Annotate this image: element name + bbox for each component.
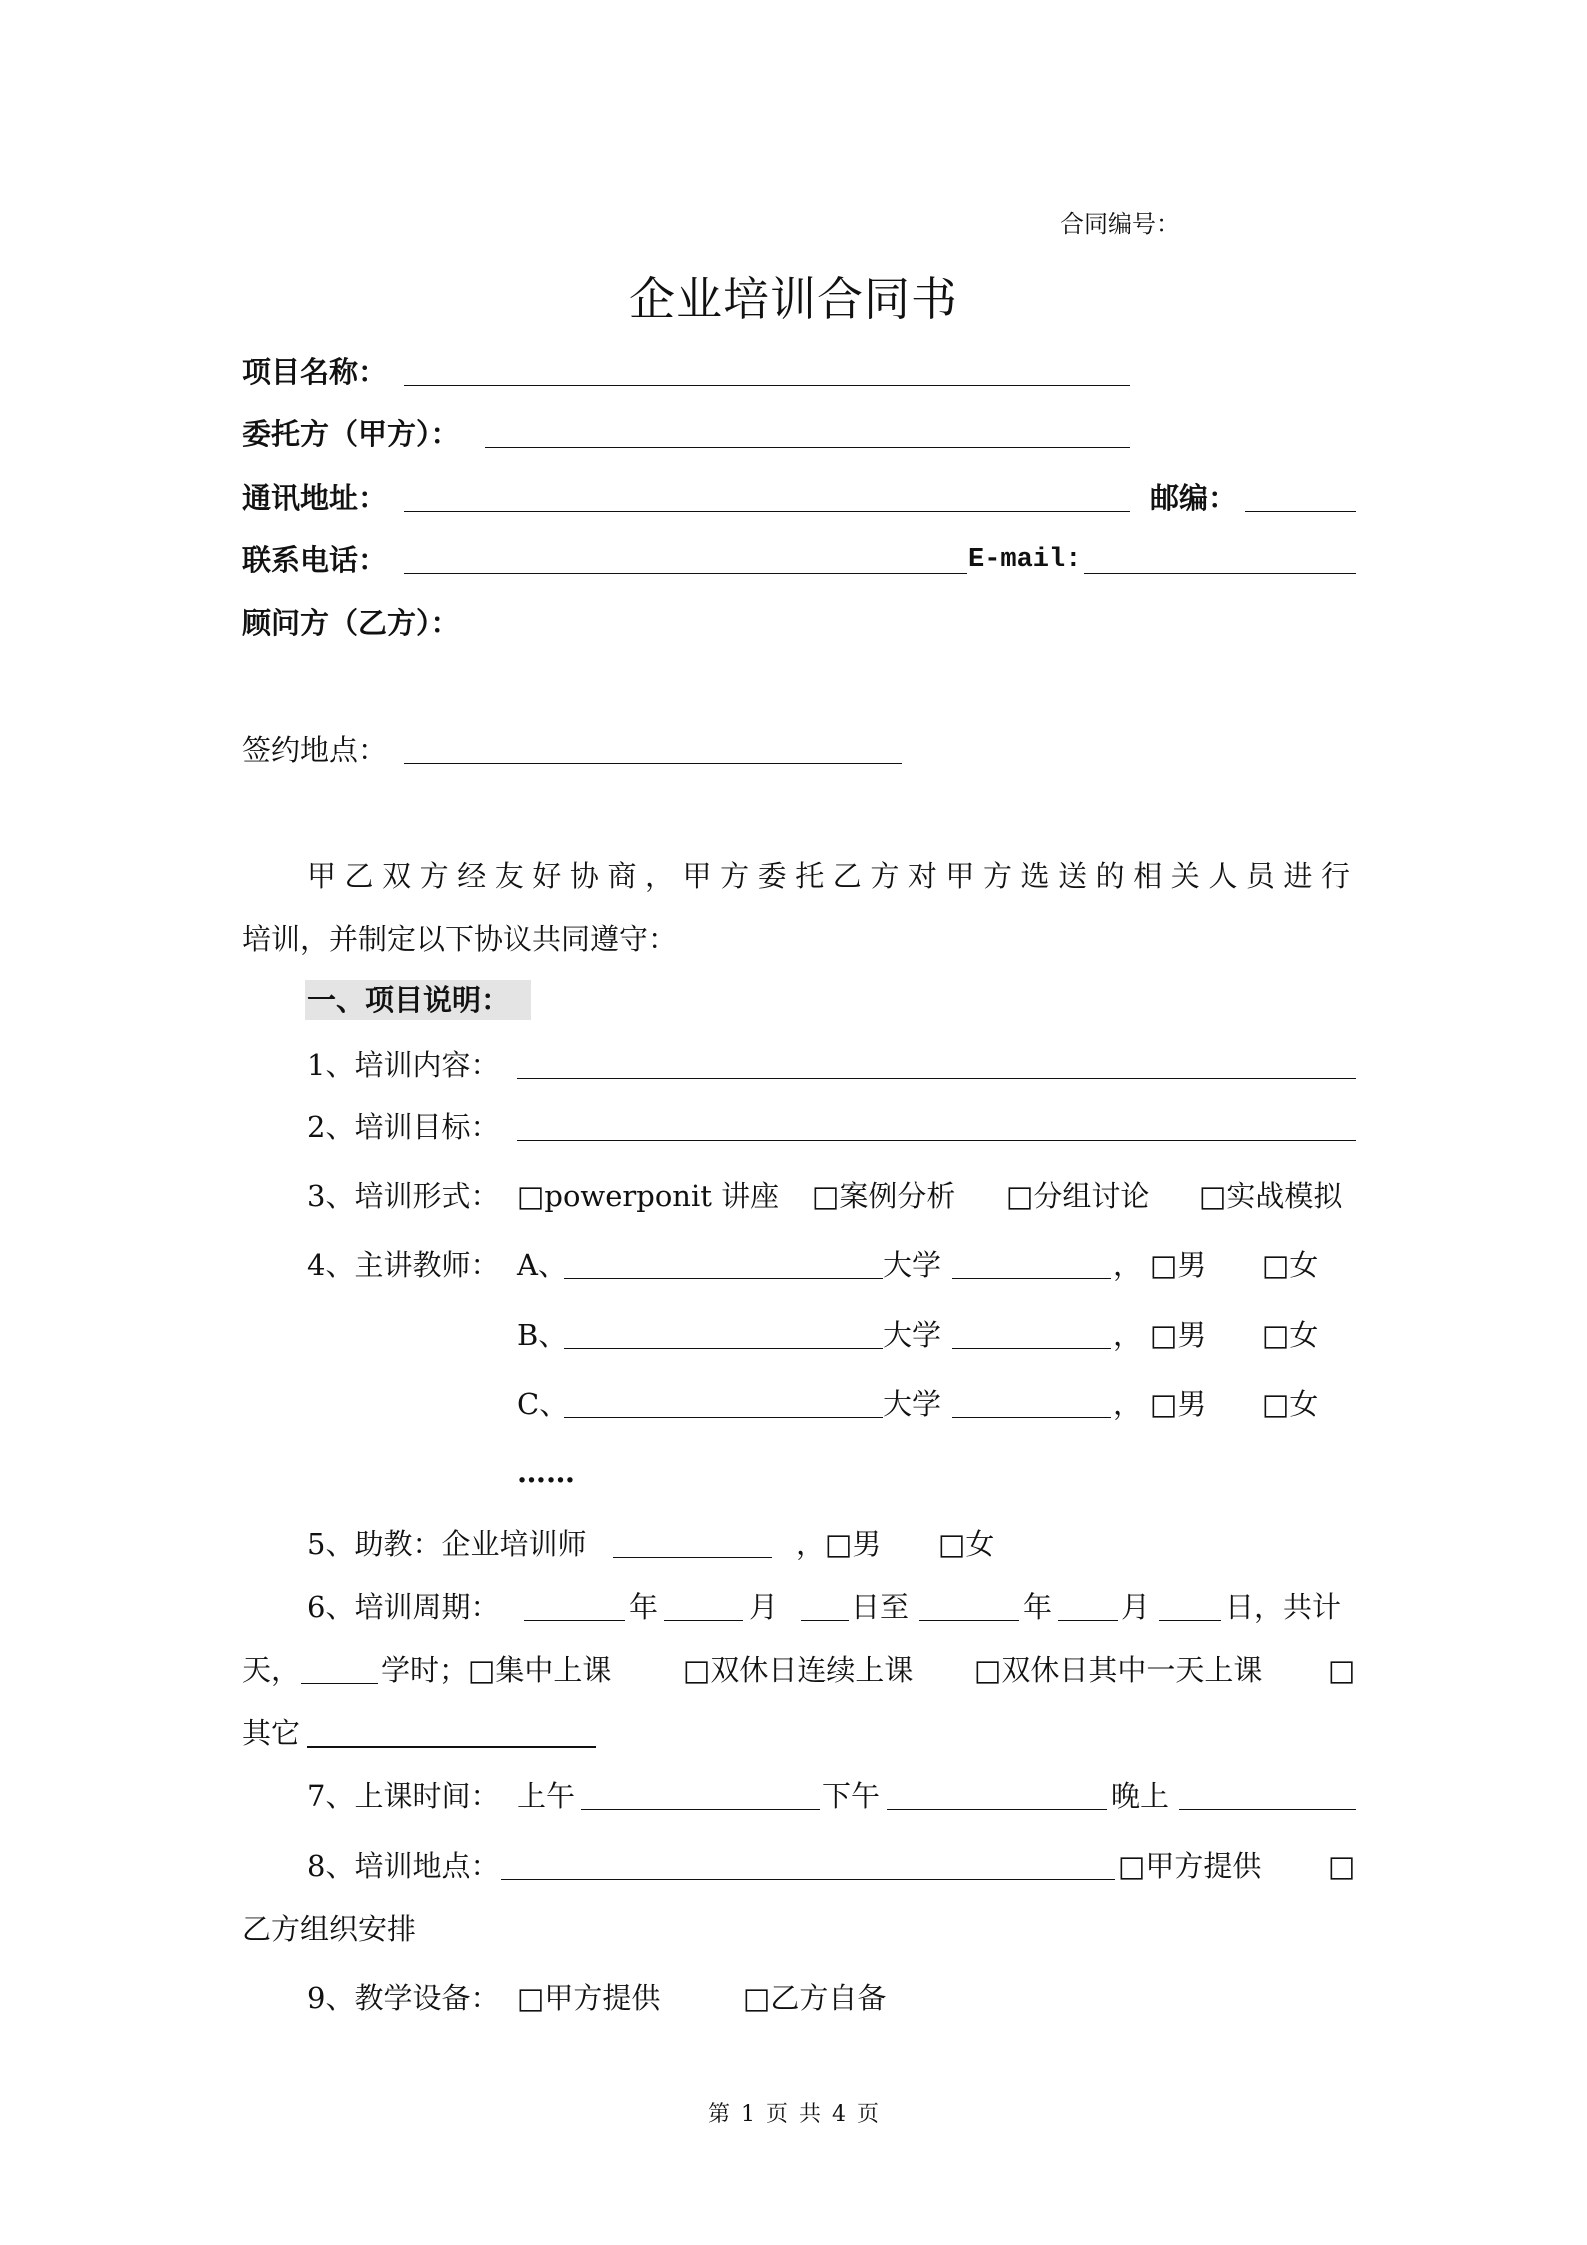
teacher-a-university-label: 大学 — [883, 1248, 942, 1282]
teacher-a-name-blank — [564, 1245, 883, 1279]
teacher-c-female-option: □女 — [1262, 1387, 1319, 1421]
teacher-b-separator: ， — [1113, 1318, 1143, 1352]
teacher-b-university-label: 大学 — [883, 1318, 942, 1352]
hours-blank — [301, 1650, 378, 1684]
teacher-c-university-blank — [952, 1384, 1111, 1418]
email-blank — [1084, 540, 1356, 574]
equipment-option-party-a: □甲方提供 — [517, 1981, 661, 2015]
training-content-label: 1、培训内容： — [307, 1048, 500, 1082]
assistant-male-option: □男 — [825, 1527, 882, 1561]
teacher-c-separator: ， — [1113, 1387, 1143, 1421]
morning-blank — [581, 1776, 820, 1810]
section-1-heading: 一、项目说明： — [305, 980, 531, 1020]
client-blank — [485, 414, 1130, 448]
days-unit: 天， — [242, 1653, 301, 1687]
end-year-blank — [919, 1587, 1019, 1621]
training-location-blank — [501, 1846, 1115, 1880]
address-blank — [404, 478, 1130, 512]
start-year-blank — [524, 1587, 625, 1621]
intro-line-1: 甲乙双方经友好协商，甲方委托乙方对甲方选送的相关人员进行 — [307, 859, 1356, 893]
class-time-label: 7、上课时间： — [307, 1779, 500, 1813]
evening-label: 晚上 — [1111, 1779, 1170, 1813]
email-label: E-mail: — [968, 545, 1082, 575]
schedule-option-intensive: □集中上课 — [468, 1653, 612, 1687]
end-day-unit: 日，共计 — [1225, 1590, 1342, 1624]
signing-place-label: 签约地点： — [242, 733, 388, 767]
training-format-label: 3、培训形式： — [307, 1179, 500, 1213]
teacher-a-female-option: □女 — [1262, 1248, 1319, 1282]
address-label: 通讯地址： — [242, 481, 388, 515]
postcode-label: 邮编： — [1150, 481, 1238, 515]
end-month-blank — [1058, 1587, 1118, 1621]
project-name-blank — [404, 352, 1130, 386]
teacher-b-female-option: □女 — [1262, 1318, 1319, 1352]
afternoon-label: 下午 — [822, 1779, 881, 1813]
assistant-separator: ， — [796, 1527, 826, 1561]
evening-blank — [1179, 1776, 1356, 1810]
schedule-option-weekends-consecutive: □双休日连续上课 — [683, 1653, 914, 1687]
start-day-blank — [801, 1587, 849, 1621]
teacher-b-male-option: □男 — [1150, 1318, 1207, 1352]
teacher-a-separator: ， — [1113, 1248, 1143, 1282]
equipment-option-party-b: □乙方自备 — [743, 1981, 887, 2015]
training-location-label: 8、培训地点： — [307, 1849, 500, 1883]
intro-line-2: 培训，并制定以下协议共同遵守： — [242, 922, 678, 956]
morning-label: 上午 — [517, 1779, 576, 1813]
phone-label: 联系电话： — [242, 543, 388, 577]
teacher-b-university-blank — [952, 1315, 1111, 1349]
location-option-party-b-text: 乙方组织安排 — [242, 1912, 417, 1946]
training-period-label: 6、培训周期： — [307, 1590, 500, 1624]
teacher-a-male-option: □男 — [1150, 1248, 1207, 1282]
teacher-a-prefix: A、 — [517, 1248, 567, 1282]
teacher-c-university-label: 大学 — [883, 1387, 942, 1421]
schedule-option-other-checkbox: □ — [1328, 1653, 1356, 1687]
postcode-blank — [1245, 478, 1356, 512]
training-goal-blank — [517, 1107, 1356, 1141]
hours-unit: 学时； — [381, 1653, 469, 1687]
document-title: 企业培训合同书 — [629, 272, 958, 326]
training-content-blank — [517, 1045, 1356, 1079]
start-year-unit: 年 — [629, 1590, 659, 1624]
more-teachers-ellipsis: …… — [517, 1455, 575, 1489]
equipment-label: 9、教学设备： — [307, 1981, 500, 2015]
start-month-unit: 月 — [749, 1590, 779, 1624]
assistant-blank — [613, 1524, 772, 1558]
contract-number-label: 合同编号： — [1060, 210, 1180, 238]
start-day-unit: 日至 — [851, 1590, 910, 1624]
training-goal-label: 2、培训目标： — [307, 1110, 500, 1144]
teacher-b-name-blank — [564, 1315, 883, 1349]
page-indicator: 第 1 页 共 4 页 — [708, 2102, 879, 2127]
end-year-unit: 年 — [1023, 1590, 1053, 1624]
end-month-unit: 月 — [1121, 1590, 1151, 1624]
format-option-case-study: □案例分析 — [812, 1179, 956, 1213]
format-option-group-discussion: □分组讨论 — [1006, 1179, 1150, 1213]
lead-teachers-label: 4、主讲教师： — [307, 1248, 500, 1282]
location-option-party-b-checkbox: □ — [1328, 1849, 1356, 1883]
teacher-c-name-blank — [564, 1384, 883, 1418]
phone-blank — [404, 540, 967, 574]
project-name-label: 项目名称： — [242, 355, 388, 389]
assistant-female-option: □女 — [938, 1527, 995, 1561]
teacher-c-prefix: C、 — [517, 1387, 569, 1421]
client-label: 委托方（甲方）： — [242, 417, 460, 451]
format-option-lecture: □powerponit 讲座 — [517, 1179, 780, 1213]
start-month-blank — [664, 1587, 743, 1621]
teacher-c-male-option: □男 — [1150, 1387, 1207, 1421]
teacher-a-university-blank — [952, 1245, 1111, 1279]
signing-place-blank — [404, 730, 902, 764]
consultant-label: 顾问方（乙方）： — [242, 606, 460, 640]
assistant-label: 5、助教：企业培训师 — [307, 1527, 587, 1561]
schedule-other-blank — [307, 1713, 596, 1748]
format-option-simulation: □实战模拟 — [1199, 1179, 1343, 1213]
teacher-b-prefix: B、 — [517, 1318, 568, 1352]
location-option-party-a: □甲方提供 — [1118, 1849, 1262, 1883]
schedule-other-label: 其它 — [242, 1716, 301, 1750]
end-day-blank — [1159, 1587, 1221, 1621]
schedule-option-one-weekend-day: □双休日其中一天上课 — [974, 1653, 1263, 1687]
afternoon-blank — [887, 1776, 1107, 1810]
